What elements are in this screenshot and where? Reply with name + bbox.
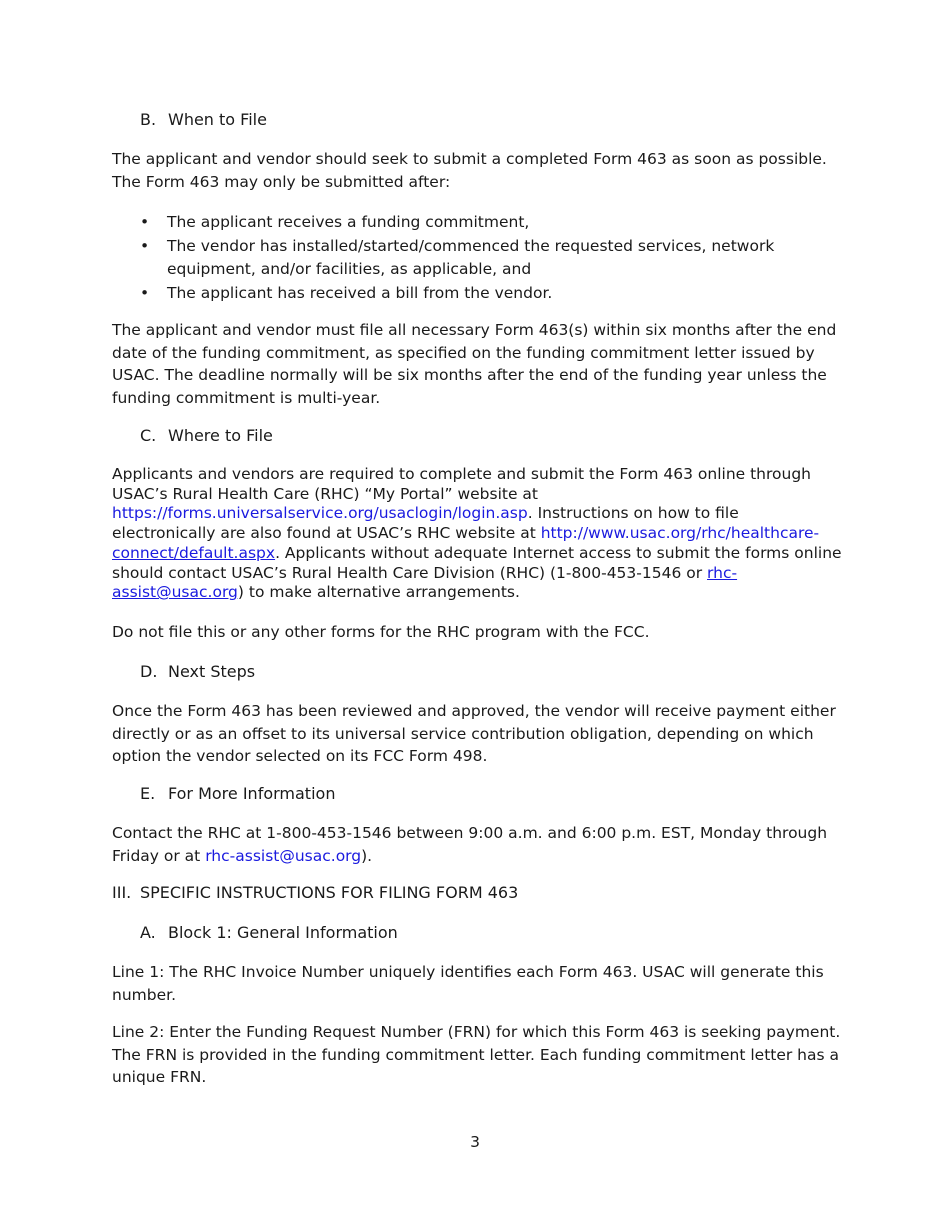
section-e-paragraph [112,822,847,867]
text-run: Applicants and vendors are required to complete and submit the Form 463 online through USAC’s Rural Health Care (RHC) “My Portal” website at [112,465,812,503]
section-d-title: Next Steps [168,662,256,681]
bullet-icon: • [140,213,150,231]
section-c-title: Where to File [168,426,273,445]
bullet-icon: • [140,237,150,255]
section-c-heading [140,425,273,447]
text-run: Contact the RHC at 1-800-453-1546 between 9:00 a.m. and 6:00 p.m. EST, Monday through Friday or at [112,824,828,865]
section-a-title: Block 1: General Information [168,923,398,942]
rhc-assist-email-link[interactable]: rhc-assist@usac.org [112,563,738,602]
section-iii-numeral: III. [112,883,132,902]
line-1-instruction: Line 1: The RHC Invoice Number uniquely identifies each Form 463. USAC will generate this number. [112,963,824,1004]
list-item [112,211,847,234]
bullet-text: The applicant has received a bill from the vendor. [167,283,553,302]
section-e-letter: E. [140,784,156,803]
bullet-text: The applicant receives a funding commitment, [167,213,530,231]
section-iii-heading [112,882,518,904]
section-a-heading [140,922,398,944]
section-b-deadline: The applicant and vendor must file all necessary Form 463(s) within six months after the end date of the funding commitment, as specified on the funding commitment letter issued by USAC. The deadline normally will be six months after the end of the funding year unless the funding commitment is multi-year. [112,321,837,407]
portal-login-link[interactable]: https://forms.universalservice.org/usaclogin/login.asp [112,504,528,523]
section-c-paragraph [112,465,847,603]
section-c-fcc-note: Do not file this or any other forms for the RHC program with the FCC. [112,623,650,641]
line-2-instruction: Line 2: Enter the Funding Request Number (FRN) for which this Form 463 is seeking payment. The FRN is provided in the funding commitment letter. Each funding commitment letter has a unique FRN. [112,1023,841,1086]
rhc-assist-email-link[interactable]: rhc-assist@usac.org [205,846,362,865]
section-iii-title: SPECIFIC INSTRUCTIONS FOR FILING FORM 463 [140,883,519,902]
section-d-paragraph: Once the Form 463 has been reviewed and approved, the vendor will receive payment either directly or as an offset to its universal service contribution obligation, depending on which option the vendor selected on its FCC Form 498. [112,702,836,765]
text-run: . Instructions on how to file electronically are also found at USAC’s RHC website at [112,504,739,543]
section-b-heading [140,109,267,131]
section-e-heading [140,783,335,805]
section-d-heading [140,661,255,683]
list-item [112,235,847,280]
section-b-letter: B. [140,110,157,129]
text-run: . Applicants without adequate Internet access to submit the forms online should contact USAC’s Rural Health Care Division (RHC) (1-800-453-1546 or [112,543,842,582]
section-b-title: When to File [168,110,267,129]
bullet-icon: • [140,283,150,302]
text-run: ). [361,846,373,865]
section-d-letter: D. [140,662,158,681]
bullet-text: The vendor has installed/started/commenced the requested services, network equipment, and/or facilities, as applicable, and [167,237,775,278]
rhc-website-link-continued[interactable]: connect/default.aspx [112,543,276,562]
text-run: ) to make alternative arrangements. [237,583,520,602]
list-item [112,282,847,305]
section-a-letter: A. [140,923,156,942]
rhc-website-link[interactable]: http://www.usac.org/rhc/healthcare- [540,524,820,543]
section-b-intro: The applicant and vendor should seek to submit a completed Form 463 as soon as possible. The Form 463 may only be submitted after: [112,150,827,191]
section-c-letter: C. [140,426,157,445]
page-number: 3 [470,1133,480,1151]
section-e-title: For More Information [168,784,336,803]
